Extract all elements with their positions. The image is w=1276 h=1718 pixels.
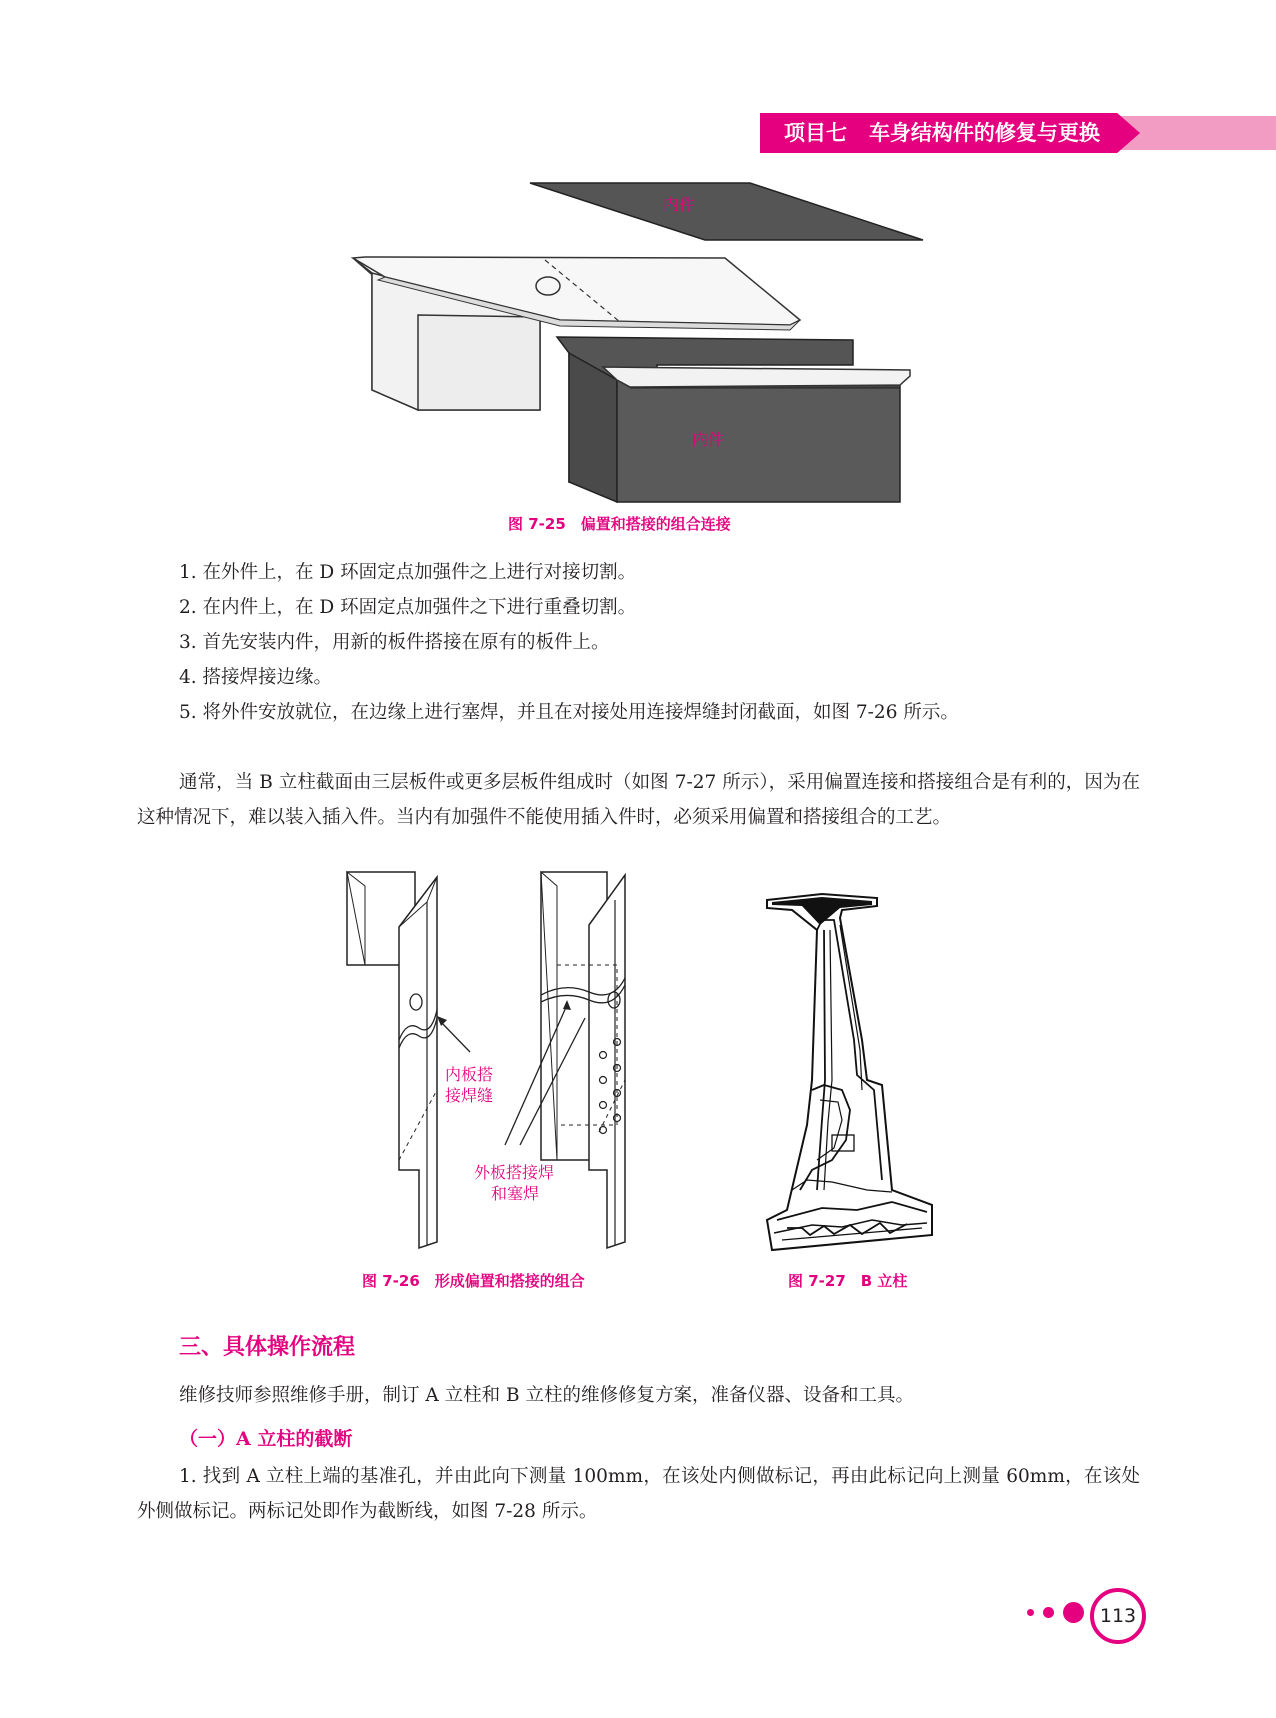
figure-7-27 xyxy=(762,890,942,1255)
subsection-title: （一）A 立柱的截断 xyxy=(179,1428,353,1450)
paragraph-b-pillar: 通常，当 B 立柱截面由三层板件或更多层板件组成时（如图 7-27 所示），采用偏置连接和搭接组合是有利的，因为在这种情况下，难以装入插入件。当内有加强件不能使用插入件时，必须采用偏置和搭接组合的工艺。 xyxy=(137,772,1140,828)
figure-7-26 xyxy=(335,870,655,1255)
dot-large xyxy=(1063,1602,1084,1623)
step-1: 1. 在外件上，在 D 环固定点加强件之上进行对接切割。 xyxy=(179,562,637,583)
figure-7-27-caption: 图 7-27 B 立柱 xyxy=(788,1272,908,1290)
label-outer-weld-2: 和塞焊 xyxy=(491,1184,540,1203)
step-4: 4. 搭接焊接边缘。 xyxy=(179,667,333,688)
figure-7-25-caption: 图 7-25 偏置和搭接的组合连接 xyxy=(508,515,731,533)
section-title: 三、具体操作流程 xyxy=(179,1335,356,1360)
label-outer-weld-1: 外板搭接焊 xyxy=(474,1163,555,1182)
page-number-marker xyxy=(1025,1585,1145,1645)
chapter-header xyxy=(784,113,1100,153)
dot-small-2 xyxy=(1043,1607,1054,1618)
label-inner-weld-2: 接焊缝 xyxy=(445,1086,494,1105)
label-inner-top: 内件 xyxy=(663,195,696,214)
step-3: 3. 首先安装内件，用新的板件搭接在原有的板件上。 xyxy=(179,632,610,653)
figure-7-25 xyxy=(345,180,925,510)
chapter-title: 车身结构件的修复与更换 xyxy=(868,121,1100,145)
step-5: 5. 将外件安放就位，在边缘上进行塞焊，并且在对接处用连接焊缝封闭截面，如图 7-26 所示。 xyxy=(179,702,959,723)
figure-7-26-caption: 图 7-26 形成偏置和搭接的组合 xyxy=(362,1272,585,1290)
label-inner-weld-1: 内板搭 xyxy=(445,1065,494,1084)
page-number: 113 xyxy=(1090,1588,1146,1644)
step-2: 2. 在内件上，在 D 环固定点加强件之下进行重叠切割。 xyxy=(179,597,637,618)
subsection-step-1: 1. 找到 A 立柱上端的基准孔，并由此向下测量 100mm，在该处内侧做标记，再由此标记向上测量 60mm，在该处外侧做标记。两标记处即作为截断线，如图 7-28 所示。 xyxy=(137,1466,1140,1522)
chapter-number: 项目七 xyxy=(784,121,847,145)
section-intro: 维修技师参照维修手册，制订 A 立柱和 B 立柱的维修修复方案，准备仪器、设备和工具。 xyxy=(179,1385,914,1406)
label-inner-bottom: 内件 xyxy=(692,430,725,449)
dot-small-1 xyxy=(1027,1609,1034,1616)
